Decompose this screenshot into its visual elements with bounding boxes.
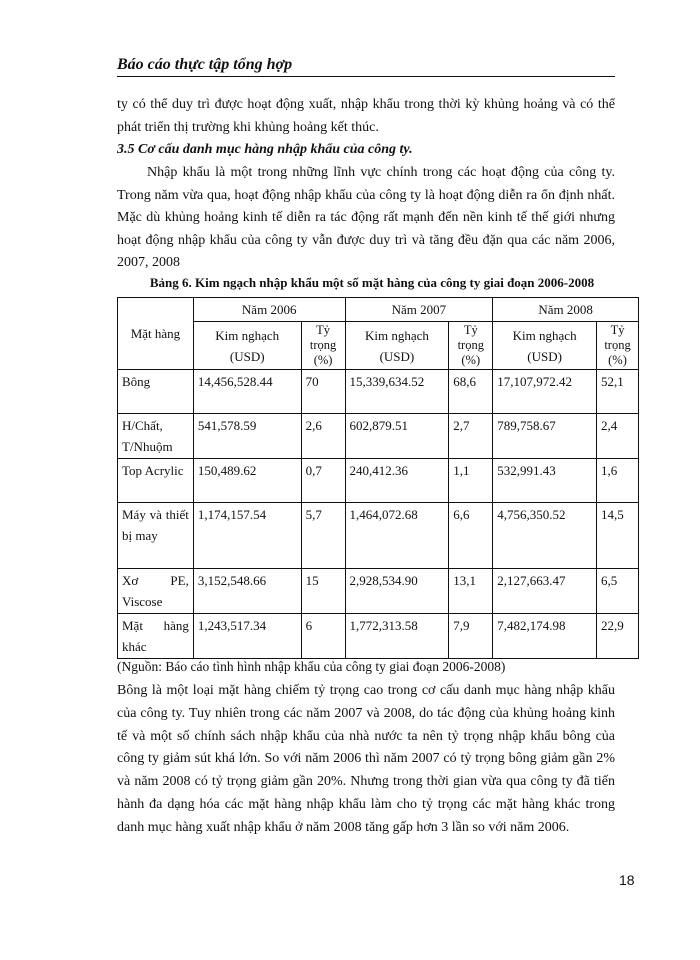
share-cell: 52,1	[597, 370, 639, 414]
share-column-header: Tỷ trọng (%)	[301, 322, 345, 370]
value-column-header: Kim nghạch (USD)	[345, 322, 449, 370]
share-cell: 6,5	[597, 569, 639, 614]
value-column-header: Kim nghạch (USD)	[493, 322, 597, 370]
value-cell: 2,127,663.47	[493, 569, 597, 614]
item-name: Xơ PE, Viscose	[118, 569, 194, 614]
share-column-header: Tỷ trọng (%)	[597, 322, 639, 370]
import-table	[117, 297, 639, 659]
share-cell: 68,6	[449, 370, 493, 414]
item-name: H/Chất, T/Nhuộm	[118, 414, 194, 459]
value-cell: 4,756,350.52	[493, 503, 597, 569]
value-cell: 15,339,634.52	[345, 370, 449, 414]
table-row	[118, 614, 639, 659]
item-name: Bông	[118, 370, 194, 414]
value-cell: 240,412.36	[345, 459, 449, 503]
share-cell: 14,5	[597, 503, 639, 569]
item-name: Mặt hàng khác	[118, 614, 194, 659]
table-source-note: (Nguồn: Báo cáo tình hình nhập khẩu của công ty giai đoạn 2006-2008)	[117, 659, 506, 674]
value-cell: 150,489.62	[193, 459, 301, 503]
share-cell: 6	[301, 614, 345, 659]
page-number: 18	[619, 872, 635, 888]
share-cell: 1,6	[597, 459, 639, 503]
share-column-header: Tỷ trọng (%)	[449, 322, 493, 370]
share-cell: 22,9	[597, 614, 639, 659]
value-cell: 14,456,528.44	[193, 370, 301, 414]
section-heading: 3.5 Cơ cấu danh mục hàng nhập khẩu của công ty.	[117, 142, 413, 157]
section-paragraph: Nhập khẩu là một trong những lĩnh vực chính trong các hoạt động của công ty. Trong năm vừa qua, hoạt động nhập khẩu của công ty là hoạt động diễn ra ổn định nhất. Mặc dù khủng hoảng kinh tế diễn ra tác động rất mạnh đến nền kinh tế thế giới nhưng hoạt động nhập khẩu của công ty vẫn được duy trì và tăng đều đặn qua các năm 2006, 2007, 2008	[117, 165, 615, 270]
table-header-row	[118, 298, 639, 322]
value-column-header: Kim nghạch (USD)	[193, 322, 301, 370]
item-column-header: Mặt hàng	[118, 298, 194, 370]
table-caption: Bảng 6. Kim ngạch nhập khẩu một số mặt hàng của công ty giai đoạn 2006-2008	[149, 275, 595, 290]
year-header: Năm 2006	[193, 298, 345, 322]
value-cell: 789,758.67	[493, 414, 597, 459]
item-name: Máy và thiết bị may	[118, 503, 194, 569]
table-row	[118, 569, 639, 614]
table-row	[118, 414, 639, 459]
share-cell: 2,7	[449, 414, 493, 459]
intro-paragraph: ty có thể duy trì được hoạt động xuất, nhập khẩu trong thời kỳ khủng hoảng và có thể phát triển thị trường khi khủng hoảng kết thúc.	[117, 97, 615, 135]
year-header: Năm 2008	[493, 298, 639, 322]
value-cell: 2,928,534.90	[345, 569, 449, 614]
share-cell: 13,1	[449, 569, 493, 614]
value-cell: 1,772,313.58	[345, 614, 449, 659]
share-cell: 0,7	[301, 459, 345, 503]
share-cell: 2,4	[597, 414, 639, 459]
value-cell: 532,991.43	[493, 459, 597, 503]
value-cell: 17,107,972.42	[493, 370, 597, 414]
table-row	[118, 459, 639, 503]
share-cell: 6,6	[449, 503, 493, 569]
year-header: Năm 2007	[345, 298, 493, 322]
value-cell: 1,174,157.54	[193, 503, 301, 569]
value-cell: 602,879.51	[345, 414, 449, 459]
value-cell: 541,578.59	[193, 414, 301, 459]
value-cell: 3,152,548.66	[193, 569, 301, 614]
table-row	[118, 370, 639, 414]
value-cell: 7,482,174.98	[493, 614, 597, 659]
table-subheader-row	[118, 322, 639, 370]
share-cell: 2,6	[301, 414, 345, 459]
table-row	[118, 503, 639, 569]
share-cell: 15	[301, 569, 345, 614]
share-cell: 5,7	[301, 503, 345, 569]
share-cell: 7,9	[449, 614, 493, 659]
page-header: Báo cáo thực tập tổng hợp	[117, 56, 615, 77]
value-cell: 1,243,517.34	[193, 614, 301, 659]
analysis-paragraph: Bông là một loại mặt hàng chiếm tỷ trọng cao trong cơ cấu danh mục hàng nhập khẩu của công ty. Tuy nhiên trong các năm 2007 và 2008, do tác động của khủng hoảng kinh tế và một số chính sách nhập khẩu của nhà nước ta nên tỷ trọng nhập khẩu bông của công ty giảm sút khá lớn. So với năm 2006 thì năm 2007 có tỷ trọng bông giảm gần 2% và năm 2008 có tỷ trọng giảm gần 20%. Nhưng trong thời gian vừa qua công ty đã tiến hành đa dạng hóa các mặt hàng nhập khẩu làm cho tỷ trọng các mặt hàng khác trong danh mục hàng xuất nhập khẩu ở năm 2008 tăng gấp hơn 3 lần so với năm 2006.	[117, 683, 615, 835]
item-name: Top Acrylic	[118, 459, 194, 503]
share-cell: 70	[301, 370, 345, 414]
value-cell: 1,464,072.68	[345, 503, 449, 569]
share-cell: 1,1	[449, 459, 493, 503]
